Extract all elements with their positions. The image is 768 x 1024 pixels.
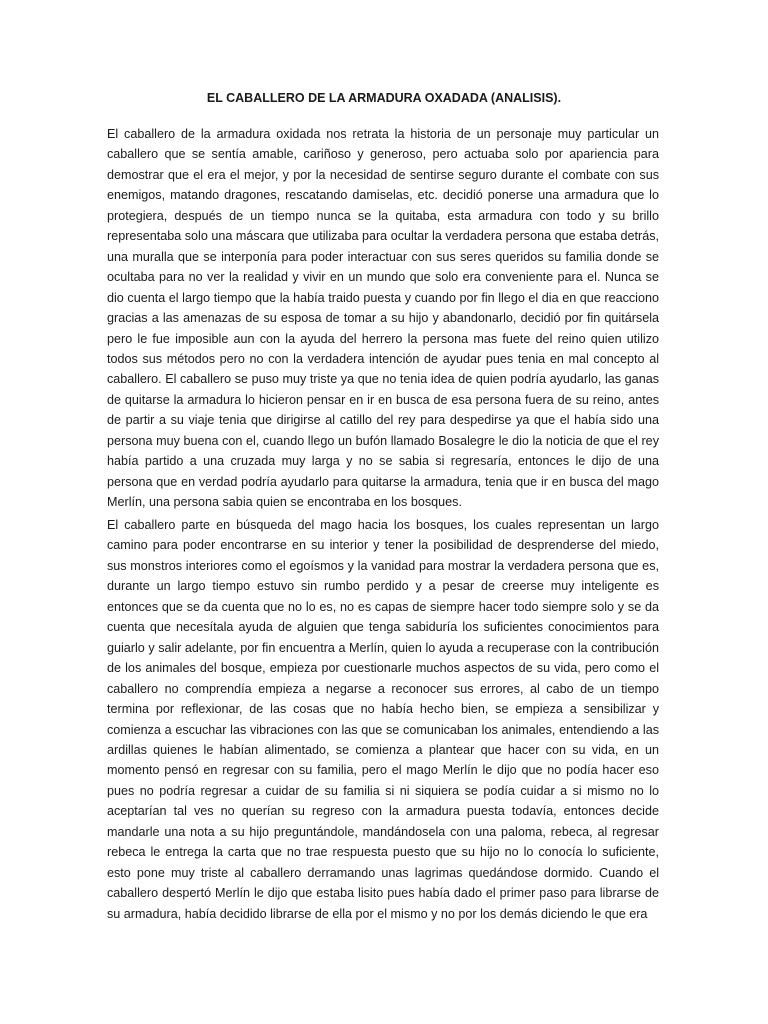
paragraph-1: El caballero de la armadura oxidada nos retrata la historia de un personaje muy particular un caballero que se sentía amable, cariñoso y generoso, pero actuaba solo por apariencia para demostrar que el era el mejor, y por la necesidad de sentirse seguro durante el combate con sus enemigos, matando dragones, rescatando damiselas, etc. decidió ponerse una armadura que lo protegiera, después de un tiempo nunca se la quitaba, esta armadura con todo y su brillo representaba solo una máscara que utilizaba para ocultar la verdadera persona que estaba detrás, una muralla que se interponía para poder interactuar con sus seres queridos su familia donde se ocultaba para no ver la realidad y vivir en un mundo que solo era conveniente para el. Nunca se dio cuenta el largo tiempo que la había traido puesta y cuando por fin llego el dia en que reacciono gracias a las amenazas de su esposa de tomar a su hijo y abandonarlo, decidió por fin quitársela pero le fue imposible aun con la ayuda del herrero la persona mas fuete del reino quien utilizo todos sus métodos pero no con la verdadera intención de ayudar pues tenia en mal concepto al caballero. El caballero se puso muy triste ya que no tenia idea de quien podría ayudarlo, las ganas de quitarse la armadura lo hicieron pensar en ir en busca de esa persona fuera de su reino, antes de partir a su viaje tenia que dirigirse al catillo del rey para despedirse ya que el había sido una persona muy buena con el, cuando llego un bufón llamado Bosalegre le dio la noticia de que el rey había partido a una cruzada muy larga y no se sabia si regresaría, entonces le dijo de una persona que en verdad podría ayudarlo para quitarse la armadura, tenia que ir en busca del mago Merlín, una persona sabia quien se encontraba en los bosques. bbox=[107, 127, 659, 510]
document-title: EL CABALLERO DE LA ARMADURA OXADADA (ANALISIS). bbox=[206, 91, 562, 105]
paragraph-2: El caballero parte en búsqueda del mago hacia los bosques, los cuales representan un largo camino para poder encontrarse en su interior y tener la posibilidad de desprenderse del miedo, sus monstros interiores como el egoísmos y la vanidad para mostrar la verdadera persona que es, durante un largo tiempo estuvo sin rumbo perdido y a pesar de creerse muy inteligente es entonces que se da cuenta que no lo es, no es capas de siempre hacer todo siempre solo y se da cuenta que necesítala ayuda de alguien que tenga sabiduría los suficientes conocimientos para guiarlo y salir adelante, por fin encuentra a Merlín, quien lo ayuda a recuperase con la contribución de los animales del bosque, empieza por cuestionarle muchos aspectos de su vida, pero como el caballero no comprendía empieza a negarse a reconocer sus errores, al cabo de un tiempo termina por reflexionar, de las cosas que no había hecho bien, se empieza a sensibilizar y comienza a escuchar las vibraciones con las que se comunicaban los animales, entendiendo a las ardillas quienes le habían alimentado, se comienza a plantear que hacer con su vida, en un momento pensó en regresar con su familia, pero el mago Merlín le dijo que no podía hacer eso pues no podría regresar a cuidar de su familia si ni siquiera se podía cuidar a si mismo no lo aceptarían tal ves no querían su regreso con la armadura puesta todavía, entonces decide mandarle una nota a su hijo preguntándole, mandándosela con una paloma, rebeca, al regresar rebeca le entrega la carta que no trae respuesta puesto que su hijo no lo conocía lo suficiente, esto pone muy triste al caballero derramando unas lagrimas quedándose dormido. Cuando el caballero despertó Merlín le dijo que estaba lisito pues había dado el primer paso para librarse de su armadura, había decidido librarse de ella por el mismo y no por los demás diciendo le que era bbox=[107, 518, 659, 921]
